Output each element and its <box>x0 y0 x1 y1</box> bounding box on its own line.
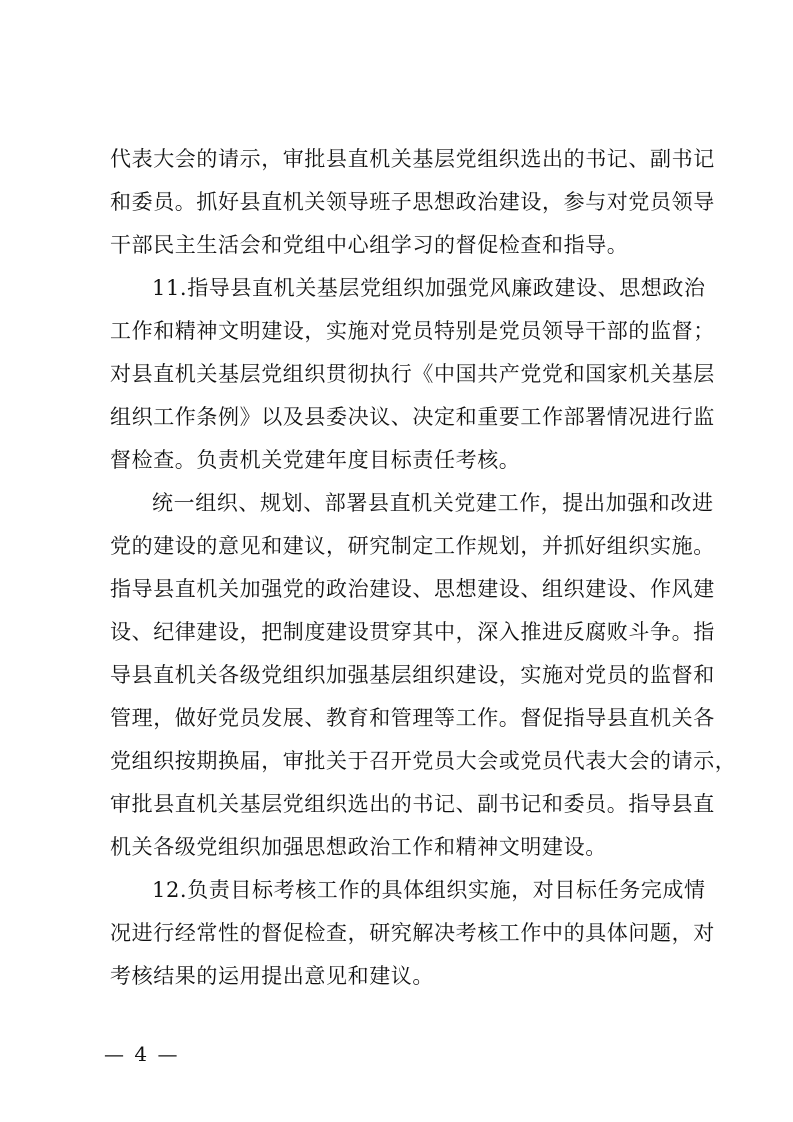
text-line: 督检查。负责机关党建年度目标责任考核。 <box>110 448 521 472</box>
paragraph-first-line: 统一组织、规划、部署县直机关党建工作，提出加强和改进 <box>152 491 714 515</box>
text-line: 管理，做好党员发展、教育和管理等工作。督促指导县直机关各 <box>110 706 715 730</box>
paragraph-11-first-line: 11.指导县直机关基层党组织加强党风廉政建设、思想政治 <box>152 276 706 300</box>
text-line: 组织工作条例》以及县委决议、决定和重要工作部署情况进行监 <box>110 405 715 429</box>
page-number: — 4 — <box>104 1042 180 1066</box>
text-line: 工作和精神文明建设，实施对党员特别是党员领导干部的监督； <box>110 319 715 343</box>
text-line: 干部民主生活会和党组中心组学习的督促检查和指导。 <box>110 233 629 257</box>
text-line: 党的建设的意见和建议，研究制定工作规划，并抓好组织实施。 <box>110 534 715 558</box>
text-line: 导县直机关各级党组织加强基层组织建设，实施对党员的监督和 <box>110 663 715 687</box>
text-line: 设、纪律建设，把制度建设贯穿其中，深入推进反腐败斗争。指 <box>110 620 715 644</box>
text-line: 审批县直机关基层党组织选出的书记、副书记和委员。指导县直 <box>110 792 715 816</box>
text-line: 党组织按期换届，审批关于召开党员大会或党员代表大会的请示， <box>110 749 737 773</box>
text-line: 机关各级党组织加强思想政治工作和精神文明建设。 <box>110 835 607 859</box>
text-line: 代表大会的请示，审批县直机关基层党组织选出的书记、副书记 <box>110 147 715 171</box>
text-line: 对县直机关基层党组织贯彻执行《中国共产党党和国家机关基层 <box>110 362 715 386</box>
text-line: 考核结果的运用提出意见和建议。 <box>110 964 434 988</box>
text-line: 指导县直机关加强党的政治建设、思想建设、组织建设、作风建 <box>110 577 715 601</box>
paragraph-12-first-line: 12.负责目标考核工作的具体组织实施，对目标任务完成情 <box>152 878 706 902</box>
text-line: 和委员。抓好县直机关领导班子思想政治建设，参与对党员领导 <box>110 190 715 214</box>
text-line: 况进行经常性的督促检查，研究解决考核工作中的具体问题，对 <box>110 921 715 945</box>
